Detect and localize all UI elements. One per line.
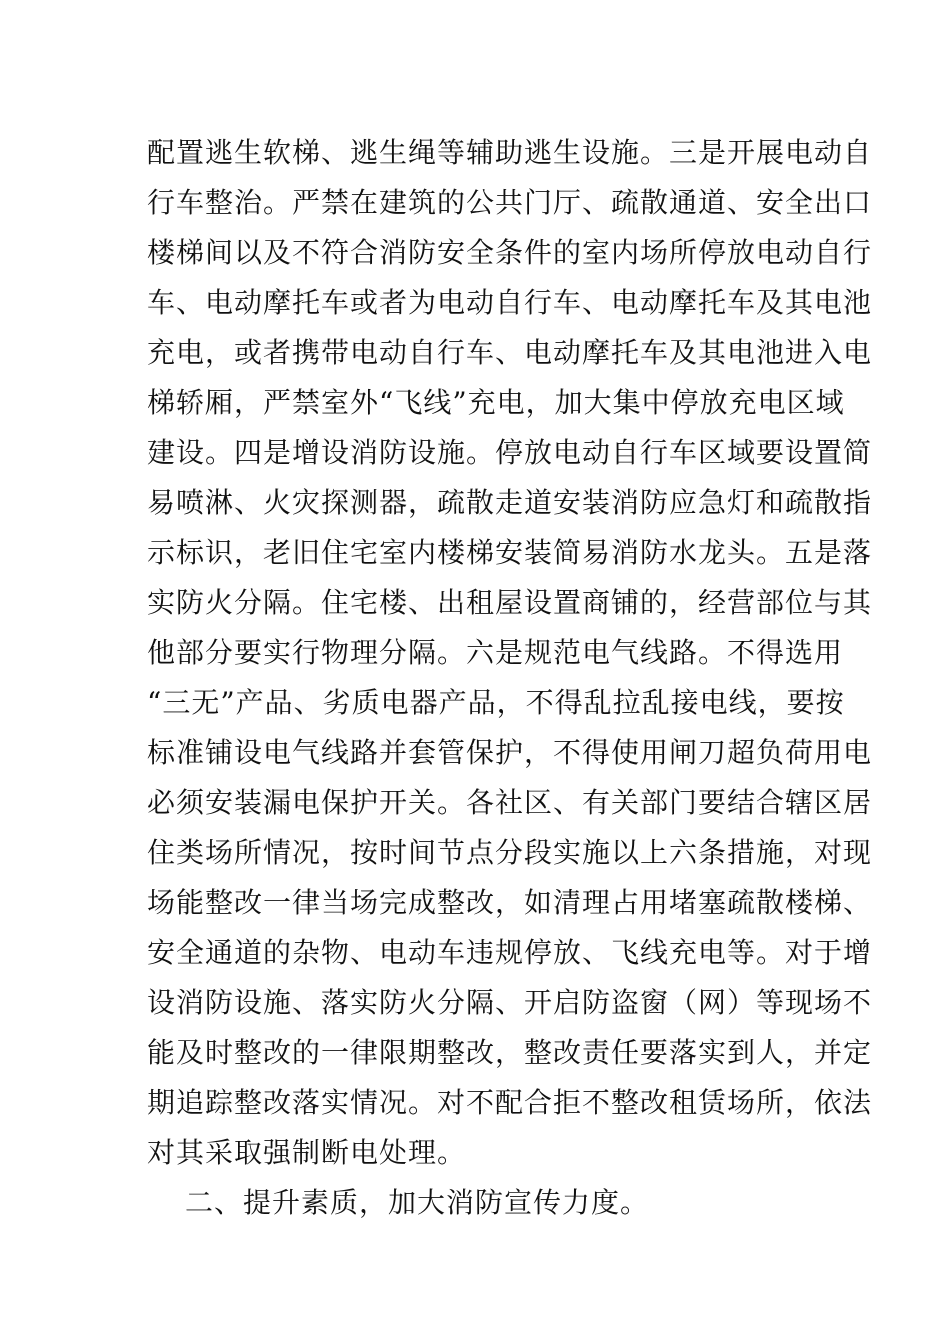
paragraph-line-20: 期追踪整改落实情况。对不配合拒不整改租赁场所，依法 (147, 1086, 873, 1119)
paragraph-line-19: 能及时整改的一律限期整改，整改责任要落实到人，并定 (147, 1036, 873, 1069)
paragraph-line-5: 充电，或者携带电动自行车、电动摩托车及其电池进入电 (147, 336, 873, 369)
paragraph-line-12: “三无”产品、劣质电器产品，不得乱拉乱接电线，要按 (147, 686, 845, 719)
paragraph-line-14: 必须安装漏电保护开关。各社区、有关部门要结合辖区居 (147, 786, 873, 819)
section-heading: 二、提升素质，加大消防宣传力度。 (185, 1186, 650, 1219)
paragraph-line-8: 易喷淋、火灾探测器，疏散走道安装消防应急灯和疏散指 (147, 486, 873, 519)
paragraph-line-6: 梯轿厢，严禁室外“飞线”充电，加大集中停放充电区域 (147, 386, 845, 419)
paragraph-line-18: 设消防设施、落实防火分隔、开启防盗窗（网）等现场不 (147, 986, 873, 1019)
paragraph-line-15: 住类场所情况，按时间节点分段实施以上六条措施，对现 (147, 836, 873, 869)
paragraph-line-10: 实防火分隔。住宅楼、出租屋设置商铺的，经营部位与其 (147, 586, 873, 619)
paragraph-line-7: 建设。四是增设消防设施。停放电动自行车区域要设置简 (147, 436, 873, 469)
paragraph-last-line: 对其采取强制断电处理。 (147, 1136, 467, 1169)
paragraph-line-4: 车、电动摩托车或者为电动自行车、电动摩托车及其电池 (147, 286, 873, 319)
paragraph-line-16: 场能整改一律当场完成整改，如清理占用堵塞疏散楼梯、 (147, 886, 873, 919)
paragraph-line-13: 标准铺设电气线路并套管保护，不得使用闸刀超负荷用电 (147, 736, 873, 769)
paragraph-line-17: 安全通道的杂物、电动车违规停放、飞线充电等。对于增 (147, 936, 873, 969)
paragraph-line-9: 示标识，老旧住宅室内楼梯安装简易消防水龙头。五是落 (147, 536, 873, 569)
paragraph-line-11: 他部分要实行物理分隔。六是规范电气线路。不得选用 (147, 636, 844, 669)
paragraph-line-3: 楼梯间以及不符合消防安全条件的室内场所停放电动自行 (147, 236, 873, 269)
paragraph-line-2: 行车整治。严禁在建筑的公共门厅、疏散通道、安全出口 (147, 186, 873, 219)
paragraph-line-1: 配置逃生软梯、逃生绳等辅助逃生设施。三是开展电动自 (147, 136, 873, 169)
